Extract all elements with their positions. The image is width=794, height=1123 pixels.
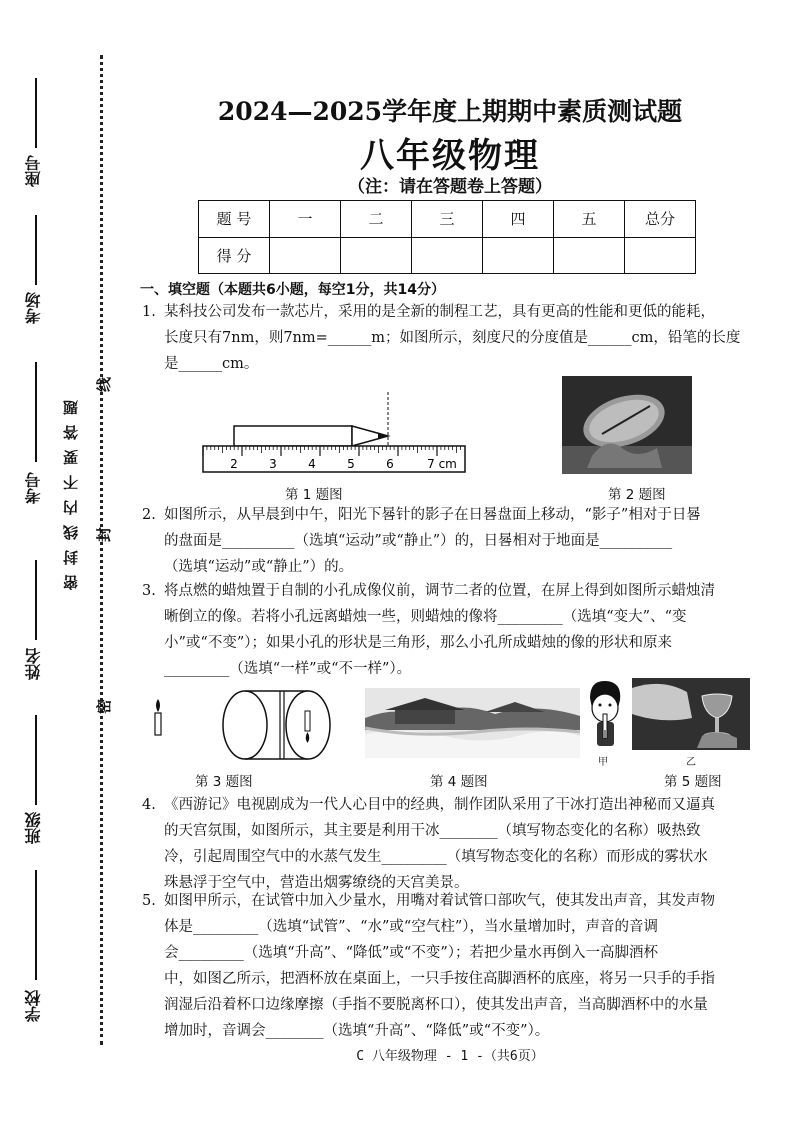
question-text: 如图甲所示，在试管中加入少量水，用嘴对着试管口部吹气，使其发出声音，其发声物: [164, 893, 715, 909]
score-row-label: 得 分: [199, 237, 270, 274]
score-header-cell: 四: [483, 201, 554, 238]
exam-note: （注：请在答题卷上答题）: [348, 177, 552, 197]
score-header-cell: 题 号: [199, 201, 270, 238]
school-label: 学校: [24, 990, 43, 1022]
figure-caption: 第 4 题图: [430, 774, 488, 790]
ruler-tick-label: 7 cm: [427, 457, 457, 471]
question-text: 长度只有7nm，则7nm=______m；如图所示，刻度尺的分度值是______cm，铅笔的长度: [164, 330, 741, 346]
score-header-cell: 二: [341, 201, 412, 238]
exam-no-label: 考号: [24, 472, 43, 504]
figure-caption: 第 2 题图: [608, 487, 666, 503]
question-number: 1.: [142, 304, 156, 320]
score-table: [198, 200, 696, 274]
score-header-cell: 三: [412, 201, 483, 238]
question-text: 珠悬浮于空气中，营造出烟雾缭绕的天宫美景。: [164, 875, 469, 891]
seat-field-line[interactable]: [35, 78, 37, 148]
figure-label-jia: 甲: [598, 757, 608, 768]
room-label: 考场: [24, 292, 43, 324]
figure-label-yi: 乙: [686, 757, 696, 768]
section-heading: 一、填空题（本题共6小题，每空1分，共14分）: [140, 282, 445, 298]
figure-caption: 第 3 题图: [195, 774, 253, 790]
question-text: 的天宫氛围，如图所示，其主要是利用干冰________（填写物态变化的名称）吸热致: [164, 823, 701, 839]
question-number: 3.: [142, 583, 156, 599]
candle-icon: [155, 699, 161, 735]
ruler-tick-label: 3: [269, 457, 277, 471]
score-cell[interactable]: [270, 237, 341, 274]
ruler-figure: [195, 390, 475, 480]
ruler-tick-label: 2: [230, 457, 238, 471]
test-tube-cartoon: [582, 678, 627, 760]
page-footer: C 八年级物理 - 1 -（共6页）: [356, 1049, 544, 1064]
question-4: [142, 792, 782, 896]
pinhole-camera-figure: [150, 685, 350, 770]
name-field-line[interactable]: [35, 560, 37, 640]
question-text: 冷，引起周围空气中的水蒸气发生_________（填写物态变化的名称）而形成的雾状水: [164, 849, 708, 865]
score-header-cell: 五: [554, 201, 625, 238]
question-5: [142, 888, 782, 1044]
question-text: （选填“运动”或“静止”）的。: [164, 559, 354, 575]
seal-notice: 密封线内不要答题: [62, 390, 80, 590]
question-text: 《西游记》电视剧成为一代人心目中的经典，制作团队采用了干冰打造出神秘而又逼真: [164, 797, 715, 813]
figure-caption: 第 1 题图: [285, 487, 343, 503]
seal-dotted-line: [100, 55, 103, 1045]
question-text: _________（选填“一样”或“不一样”）。: [164, 661, 412, 677]
score-header-row: [199, 201, 696, 238]
ruler-tick-label: 5: [347, 457, 355, 471]
question-text: 体是_________（选填“试管”、“水”或“空气柱”），当水量增加时，声音的音调: [164, 919, 658, 935]
exam-subject: 八年级物理: [360, 136, 540, 176]
question-text: 会_________（选填“升高”、“降低”或“不变”）；若把少量水再倒入一高脚酒杯: [164, 945, 658, 961]
ruler-tick-label: 4: [308, 457, 316, 471]
seal-mi: 密: [95, 698, 114, 715]
score-cell[interactable]: [412, 237, 483, 274]
figure-caption: 第 5 题图: [664, 774, 722, 790]
question-3: [142, 578, 782, 682]
question-text: 小”或“不变”）；如果小孔的形状是三角形，那么小孔所成蜡烛的像的形状和原来: [164, 635, 672, 651]
pinhole-cylinder: [223, 691, 330, 759]
ruler-tick-label: 6: [386, 457, 394, 471]
room-field-line[interactable]: [35, 215, 37, 285]
question-text: 增加时，音调会________（选填“升高”、“降低”或“不变”）。: [164, 1023, 550, 1039]
question-number: 4.: [142, 797, 156, 813]
question-text: 中，如图乙所示，把酒杯放在桌面上，一只手按住高脚酒杯的底座，将另一只手的手指: [164, 971, 715, 987]
score-header-cell: 总分: [625, 201, 696, 238]
question-text: 润湿后沿着杯口边缘摩擦（手指不要脱离杯口），使其发出声音，当高脚酒杯中的水量: [164, 997, 708, 1013]
question-text: 是______cm。: [164, 356, 259, 372]
score-cell[interactable]: [341, 237, 412, 274]
score-cell[interactable]: [625, 237, 696, 274]
school-field-line[interactable]: [35, 870, 37, 980]
score-cell[interactable]: [554, 237, 625, 274]
palace-photo: [365, 688, 580, 758]
question-number: 5.: [142, 893, 156, 909]
score-header-cell: 一: [270, 201, 341, 238]
score-value-row: [199, 237, 696, 274]
class-field-line[interactable]: [35, 715, 37, 805]
name-label: 姓名: [24, 648, 43, 680]
sundial-photo: [562, 376, 692, 474]
seal-feng: 封: [95, 526, 114, 543]
question-text: 某科技公司发布一款芯片，采用的是全新的制程工艺，具有更高的性能和更低的能耗，: [164, 304, 715, 320]
seat-label: 座号: [24, 155, 43, 187]
exam-no-field-line[interactable]: [35, 362, 37, 462]
score-cell[interactable]: [483, 237, 554, 274]
class-label: 班级: [24, 812, 43, 844]
question-text: 的盘面是__________（选填“运动”或“静止”）的，日晷相对于地面是__________: [164, 533, 673, 549]
wine-glass-photo: [632, 678, 750, 750]
question-text: 将点燃的蜡烛置于自制的小孔成像仪前，调节二者的位置，在屏上得到如图所示蜡烛清: [164, 583, 715, 599]
question-number: 2.: [142, 507, 156, 523]
question-2: [142, 502, 782, 580]
exam-title: 2024—2025学年度上期期中素质测试题: [217, 97, 683, 126]
question-text: 如图所示，从早晨到中午，阳光下晷针的影子在日晷盘面上移动，“影子”相对于日晷: [164, 507, 701, 523]
question-1: [142, 299, 782, 377]
question-text: 晰倒立的像。若将小孔远离蜡烛一些，则蜡烛的像将_________（选填“变大”、“变: [164, 609, 687, 625]
seal-xian: 线: [95, 376, 114, 393]
